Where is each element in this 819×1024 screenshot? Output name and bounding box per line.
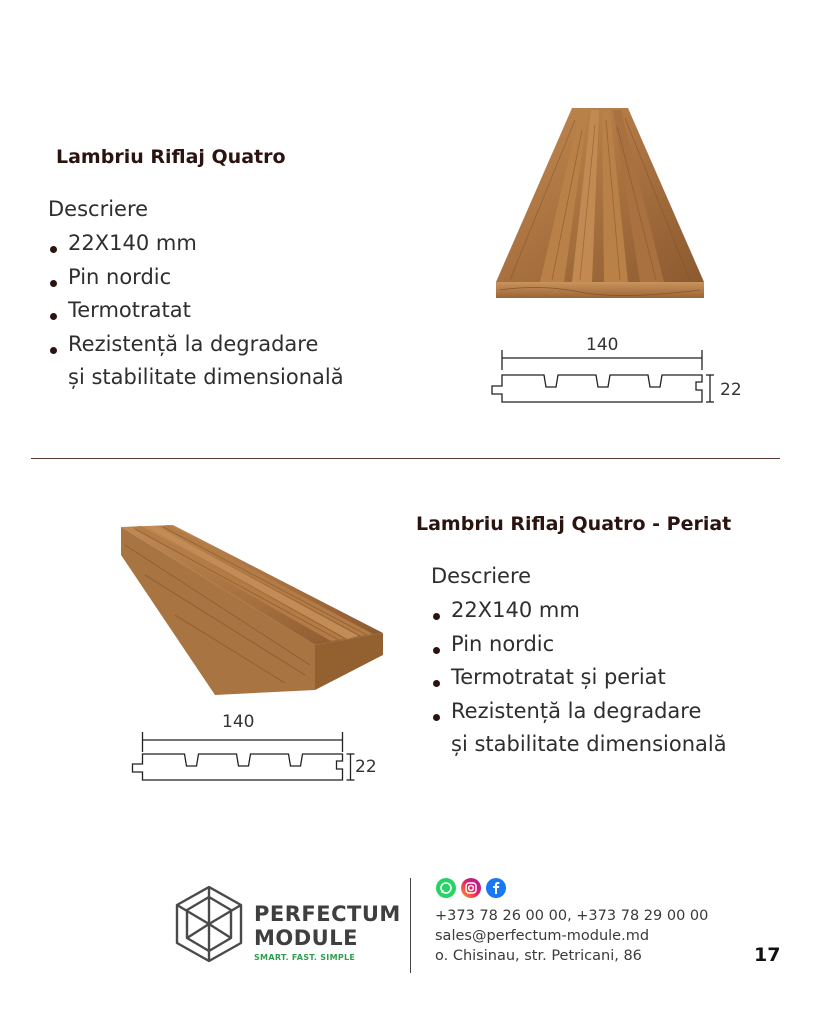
dimension-width-label: 140 — [222, 712, 255, 732]
contact-email[interactable]: sales@perfectum-module.md — [435, 928, 650, 944]
social-links — [436, 878, 506, 898]
facebook-icon[interactable] — [486, 878, 506, 898]
product-title: Lambriu Riflaj Quatro - Periat — [416, 513, 732, 535]
page-number: 17 — [754, 944, 781, 966]
product-title: Lambriu Riflaj Quatro — [56, 146, 286, 168]
dimension-height-label: 22 — [355, 757, 377, 777]
dimension-height-label: 22 — [720, 380, 742, 400]
brand-name-line2: MODULE — [254, 926, 358, 950]
contact-phones[interactable]: +373 78 26 00 00, +373 78 29 00 00 — [435, 908, 709, 924]
spec-item: 22X140 mm — [431, 594, 727, 628]
product-image-board-brushed — [115, 515, 390, 700]
spec-item: Termotratat — [48, 294, 344, 328]
dimension-width-label: 140 — [586, 335, 619, 355]
contact-address: o. Chisinau, str. Petricani, 86 — [435, 948, 642, 964]
spec-item: Termotratat și periat — [431, 661, 727, 695]
company-logo-icon — [173, 884, 245, 964]
whatsapp-icon[interactable] — [436, 878, 456, 898]
spec-item-line2: și stabilitate dimensională — [68, 365, 344, 389]
spec-list — [48, 227, 344, 395]
spec-item-line2: și stabilitate dimensională — [451, 732, 727, 756]
spec-item: 22X140 mm — [48, 227, 344, 261]
spec-item-line1: Rezistență la degradare — [451, 698, 702, 723]
section-divider — [31, 458, 780, 459]
brand-name-line1: PERFECTUM — [254, 902, 401, 926]
spec-item-line1: Rezistență la degradare — [68, 331, 319, 356]
instagram-icon[interactable] — [461, 878, 481, 898]
product-image-board — [480, 100, 720, 310]
description-heading: Descriere — [431, 564, 532, 588]
description-heading: Descriere — [48, 197, 149, 221]
spec-list — [431, 594, 727, 762]
brand-tagline: SMART. FAST. SIMPLE — [254, 953, 356, 962]
spec-item: Pin nordic — [48, 261, 344, 295]
spec-item: Pin nordic — [431, 628, 727, 662]
spec-item — [431, 695, 727, 762]
footer-separator — [410, 878, 411, 973]
spec-item — [48, 328, 344, 395]
